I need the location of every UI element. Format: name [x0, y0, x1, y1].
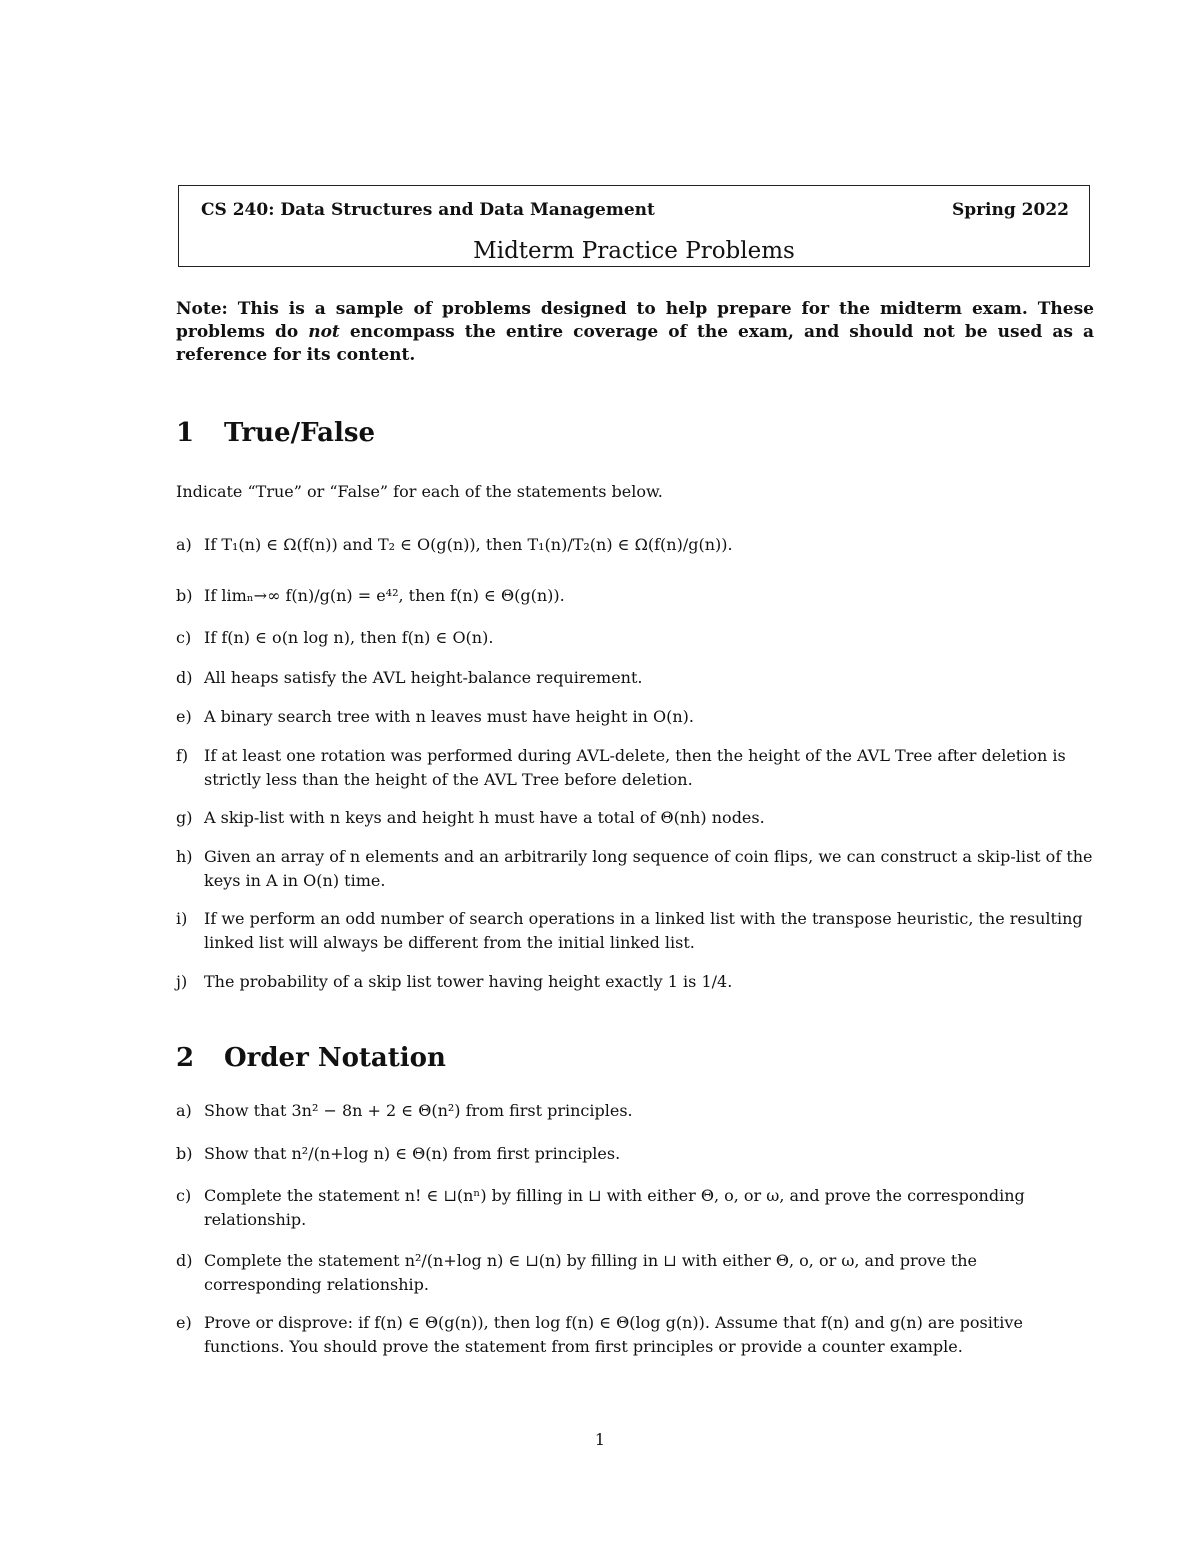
item-text: If f(n) ∈ o(n log n), then f(n) ∈ O(n).	[204, 628, 494, 647]
item-label: j)	[176, 972, 188, 991]
item-label: d)	[176, 1251, 193, 1270]
item-text: If we perform an odd number of search operations in a linked list with the transpose heuristic, the resulting linked list will always be different from the initial linked list.	[204, 909, 1083, 952]
item-text: If T₁(n) ∈ Ω(f(n)) and T₂ ∈ O(g(n)), then T₁(n)/T₂(n) ∈ Ω(f(n)/g(n)).	[204, 535, 733, 554]
item-text: Show that n²/(n+log n) ∈ Θ(n) from first principles.	[204, 1144, 621, 1163]
list-item	[176, 1099, 1094, 1123]
list-item	[176, 533, 1094, 557]
item-label: i)	[176, 909, 188, 928]
item-text: Show that 3n² − 8n + 2 ∈ Θ(n²) from first principles.	[204, 1101, 633, 1120]
list-item	[176, 1184, 1094, 1232]
note-tail: encompass the entire coverage of the exam, and should not be used as a reference for its content.	[176, 322, 1094, 365]
list-item	[176, 845, 1094, 893]
item-label: b)	[176, 1144, 193, 1163]
item-label: c)	[176, 1186, 192, 1205]
item-label: f)	[176, 746, 189, 765]
list-item	[176, 705, 1094, 729]
note-emphasis: not	[308, 322, 340, 342]
item-text: A skip-list with n keys and height h must have a total of Θ(nh) nodes.	[204, 808, 765, 827]
list-item	[176, 970, 1094, 994]
item-label: c)	[176, 628, 192, 647]
item-text: A binary search tree with n leaves must have height in O(n).	[204, 707, 694, 726]
term-label: Spring 2022	[951, 200, 1069, 220]
list-item	[176, 1249, 1094, 1297]
list-item	[176, 907, 1094, 955]
list-item	[176, 1142, 1094, 1166]
list-item	[176, 584, 1094, 608]
item-text: All heaps satisfy the AVL height-balance requirement.	[204, 668, 643, 687]
course-title: CS 240: Data Structures and Data Management	[201, 200, 655, 220]
item-label: e)	[176, 707, 192, 726]
item-text: Complete the statement n! ∈ ⊔(nⁿ) by filling in ⊔ with either Θ, o, or ω, and prove the corresponding relationship.	[204, 1186, 1025, 1229]
item-text: If at least one rotation was performed during AVL-delete, then the height of the AVL Tree after deletion is strictly less than the height of the AVL Tree before deletion.	[204, 746, 1066, 789]
note-lead: Note: This is a sample of problems designed to help prepare for the midterm exam. These problems do	[176, 299, 1094, 342]
item-text: Complete the statement n²/(n+log n) ∈ ⊔(n) by filling in ⊔ with either Θ, o, or ω, and prove the corresponding relationship.	[204, 1251, 978, 1294]
list-item	[176, 744, 1094, 792]
section-intro: Indicate “True” or “False” for each of the statements below.	[176, 482, 663, 501]
item-text: If limₙ→∞ f(n)/g(n) = e⁴², then f(n) ∈ Θ(g(n)).	[204, 586, 565, 605]
list-item	[176, 666, 1094, 690]
section-title: Order Notation	[224, 1043, 446, 1073]
item-label: e)	[176, 1313, 192, 1332]
item-text: Given an array of n elements and an arbitrarily long sequence of coin flips, we can construct a skip-list of the keys in A in O(n) time.	[204, 847, 1093, 890]
header-box	[178, 185, 1090, 267]
note-paragraph	[176, 298, 1094, 367]
item-label: b)	[176, 586, 193, 605]
section-number: 2	[176, 1043, 195, 1073]
item-label: a)	[176, 535, 192, 554]
item-label: h)	[176, 847, 193, 866]
list-item	[176, 806, 1094, 830]
section-heading-order-notation	[176, 1043, 446, 1073]
page-number: 1	[594, 1430, 606, 1449]
section-title: True/False	[224, 418, 376, 448]
item-label: g)	[176, 808, 193, 827]
item-label: a)	[176, 1101, 192, 1120]
list-item	[176, 1311, 1094, 1359]
list-item	[176, 626, 1094, 650]
document-title: Midterm Practice Problems	[473, 238, 795, 264]
item-text: Prove or disprove: if f(n) ∈ Θ(g(n)), then log f(n) ∈ Θ(log g(n)). Assume that f(n) and g(n) are positive functions. You should prove the statement from first principles or provide a counter example.	[204, 1313, 1023, 1356]
section-number: 1	[176, 418, 195, 448]
item-text: The probability of a skip list tower having height exactly 1 is 1/4.	[204, 972, 733, 991]
item-label: d)	[176, 668, 193, 687]
section-heading-true-false	[176, 418, 375, 448]
